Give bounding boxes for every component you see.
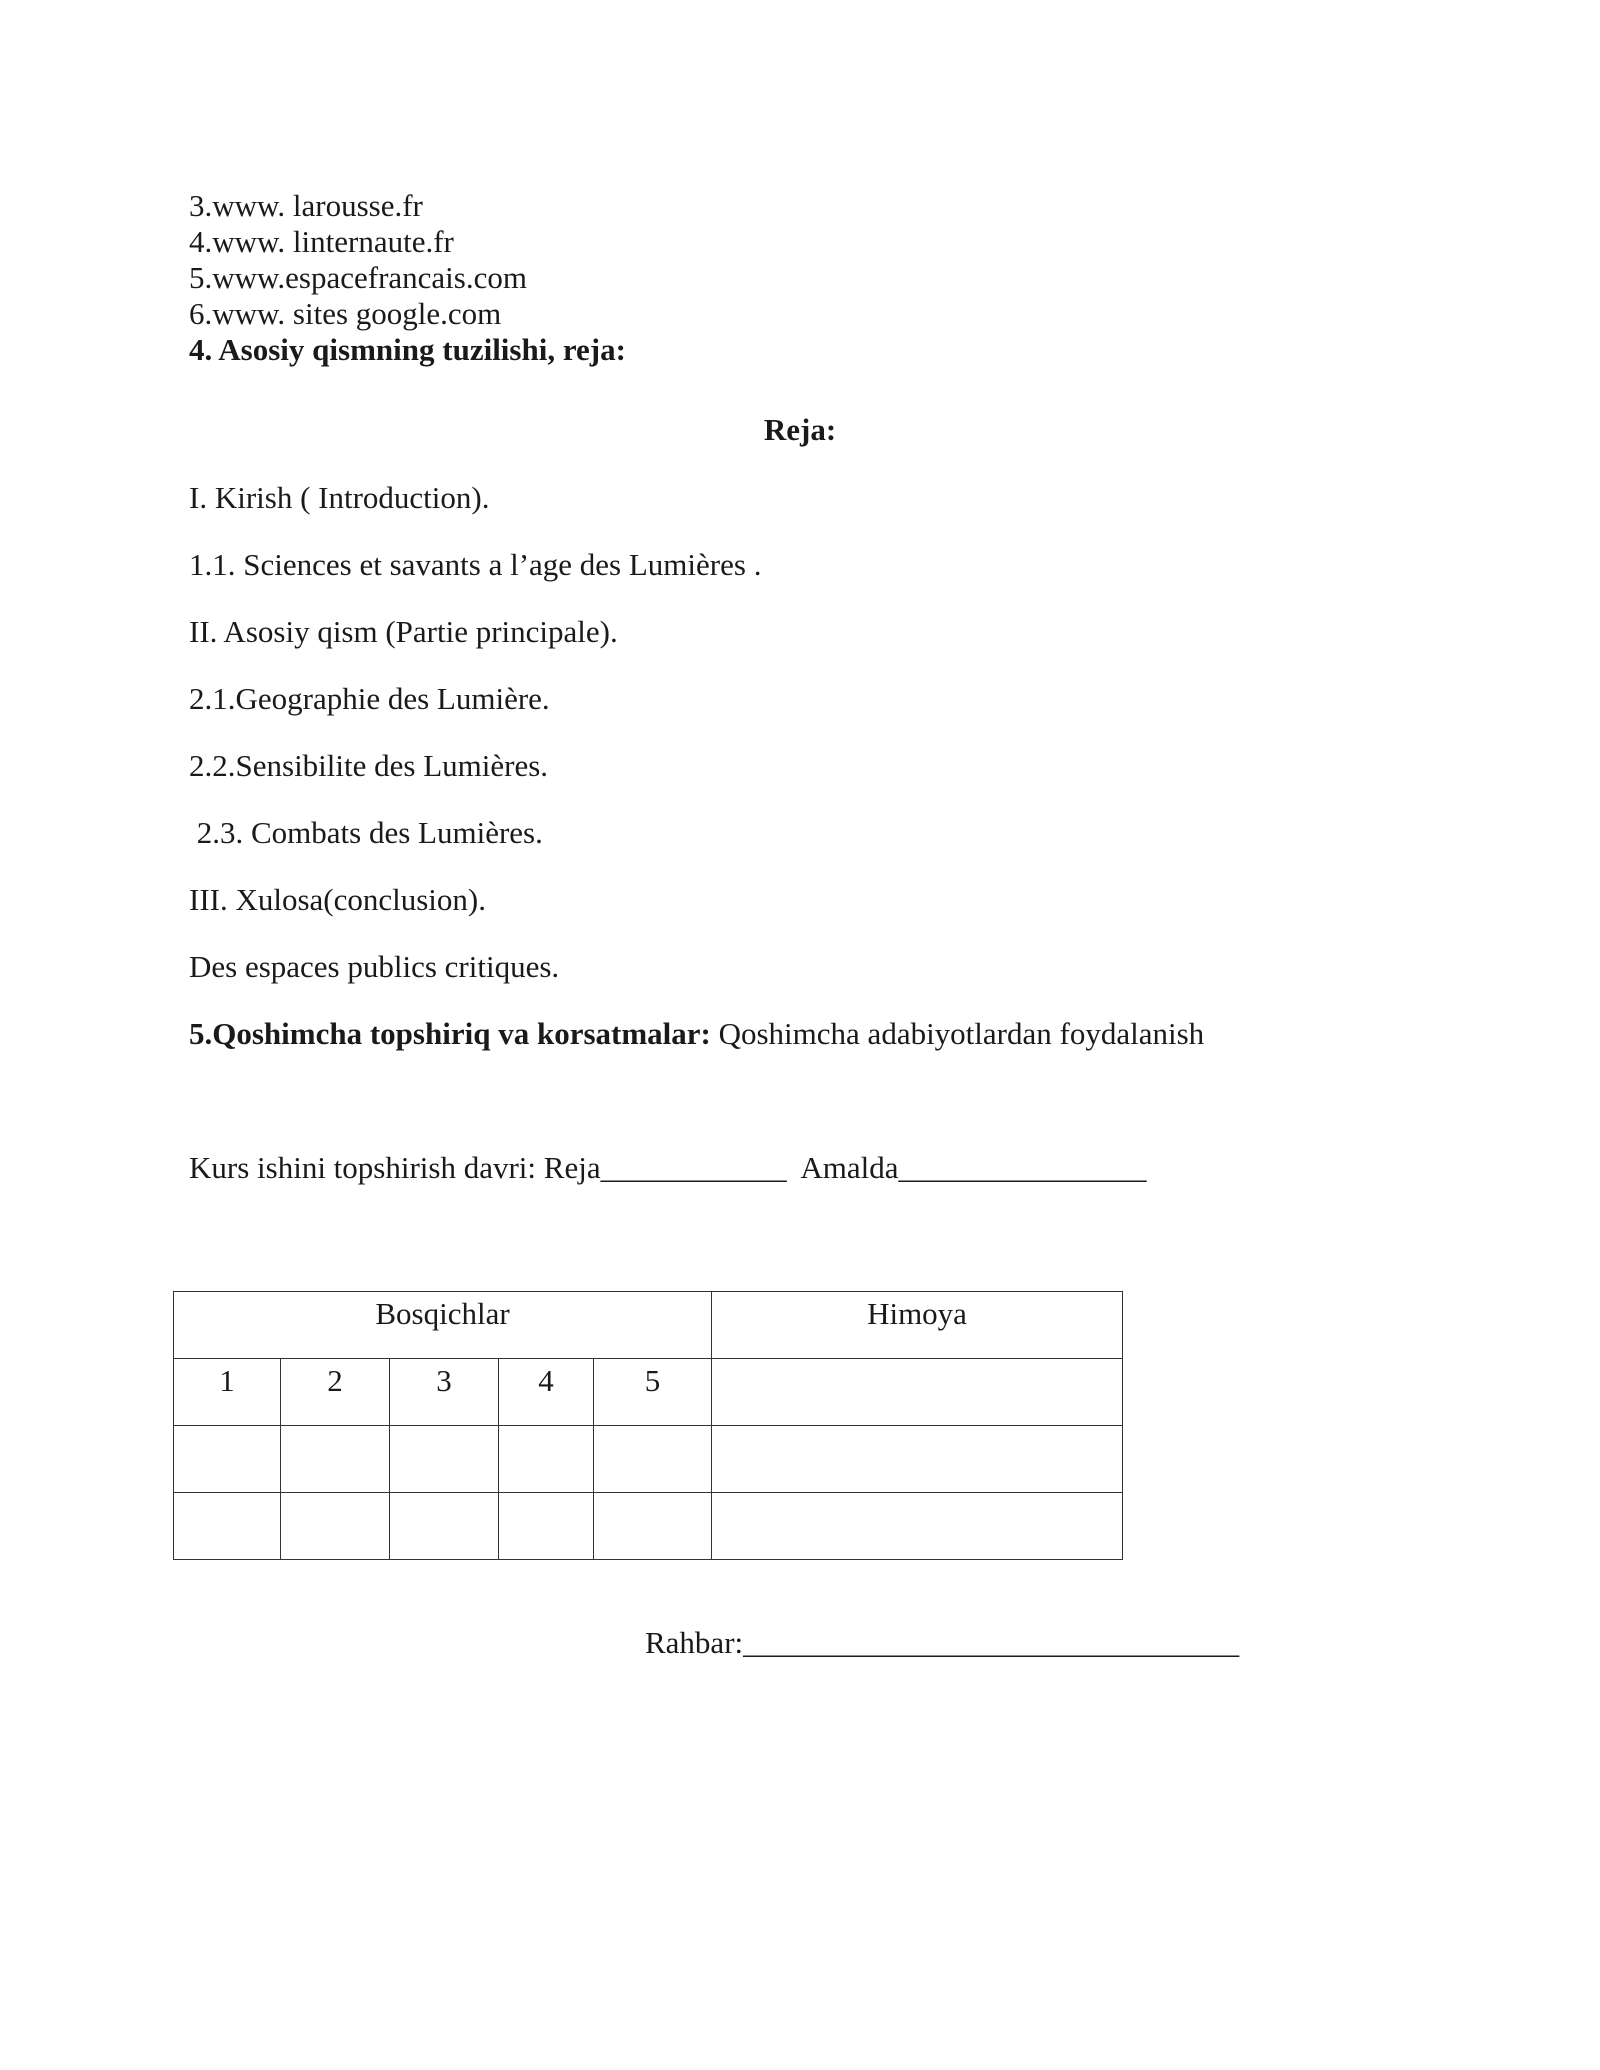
plan-item: I. Kirish ( Introduction). [189, 480, 490, 515]
table-cell [712, 1426, 1123, 1493]
table-cell [499, 1493, 594, 1560]
section5-text: Qoshimcha adabiyotlardan foydalanish [710, 1016, 1205, 1051]
table-row [174, 1359, 1123, 1426]
table-cell [390, 1493, 499, 1560]
plan-title: Reja: [763, 412, 837, 447]
plan-item: Des espaces publics critiques. [189, 949, 560, 984]
stage-number: 2 [281, 1359, 390, 1426]
table-row [174, 1493, 1123, 1560]
table-row [174, 1426, 1123, 1493]
reference-item: 4.www. linternaute.fr [189, 224, 454, 259]
reference-item: 6.www. sites google.com [189, 296, 502, 331]
reference-item: 5.www.espacefrancais.com [189, 260, 527, 295]
section-heading: 4. Asosiy qismning tuzilishi, reja: [189, 332, 626, 367]
submission-period: Kurs ishini topshirish davri: Reja____________ Amalda________________ [189, 1150, 1147, 1185]
table-cell [174, 1493, 281, 1560]
stage-number: 4 [499, 1359, 594, 1426]
plan-item: II. Asosiy qism (Partie principale). [189, 614, 618, 649]
defense-header: Himoya [712, 1292, 1123, 1359]
table-cell [174, 1426, 281, 1493]
stages-header: Bosqichlar [174, 1292, 712, 1359]
table-cell [712, 1493, 1123, 1560]
supervisor-signature-line: Rahbar:________________________________ [645, 1625, 1240, 1660]
table-header-row [174, 1292, 1123, 1359]
stage-number: 5 [594, 1359, 712, 1426]
table-cell [281, 1426, 390, 1493]
reference-item: 3.www. larousse.fr [189, 188, 423, 223]
table-cell [390, 1426, 499, 1493]
plan-item: III. Xulosa(conclusion). [189, 882, 486, 917]
table-cell [712, 1359, 1123, 1426]
stages-table [173, 1291, 1123, 1560]
table-cell [594, 1493, 712, 1560]
table-cell [281, 1493, 390, 1560]
stage-number: 3 [390, 1359, 499, 1426]
stage-number: 1 [174, 1359, 281, 1426]
section5-paragraph [189, 1016, 1204, 1052]
table-cell [594, 1426, 712, 1493]
plan-item: 1.1. Sciences et savants a l’age des Lumières . [189, 547, 762, 582]
section5-label: 5.Qoshimcha topshiriq va korsatmalar: [189, 1016, 711, 1051]
plan-item: 2.3. Combats des Lumières. [189, 815, 543, 850]
plan-item: 2.1.Geographie des Lumière. [189, 681, 550, 716]
plan-item: 2.2.Sensibilite des Lumières. [189, 748, 549, 783]
table-cell [499, 1426, 594, 1493]
